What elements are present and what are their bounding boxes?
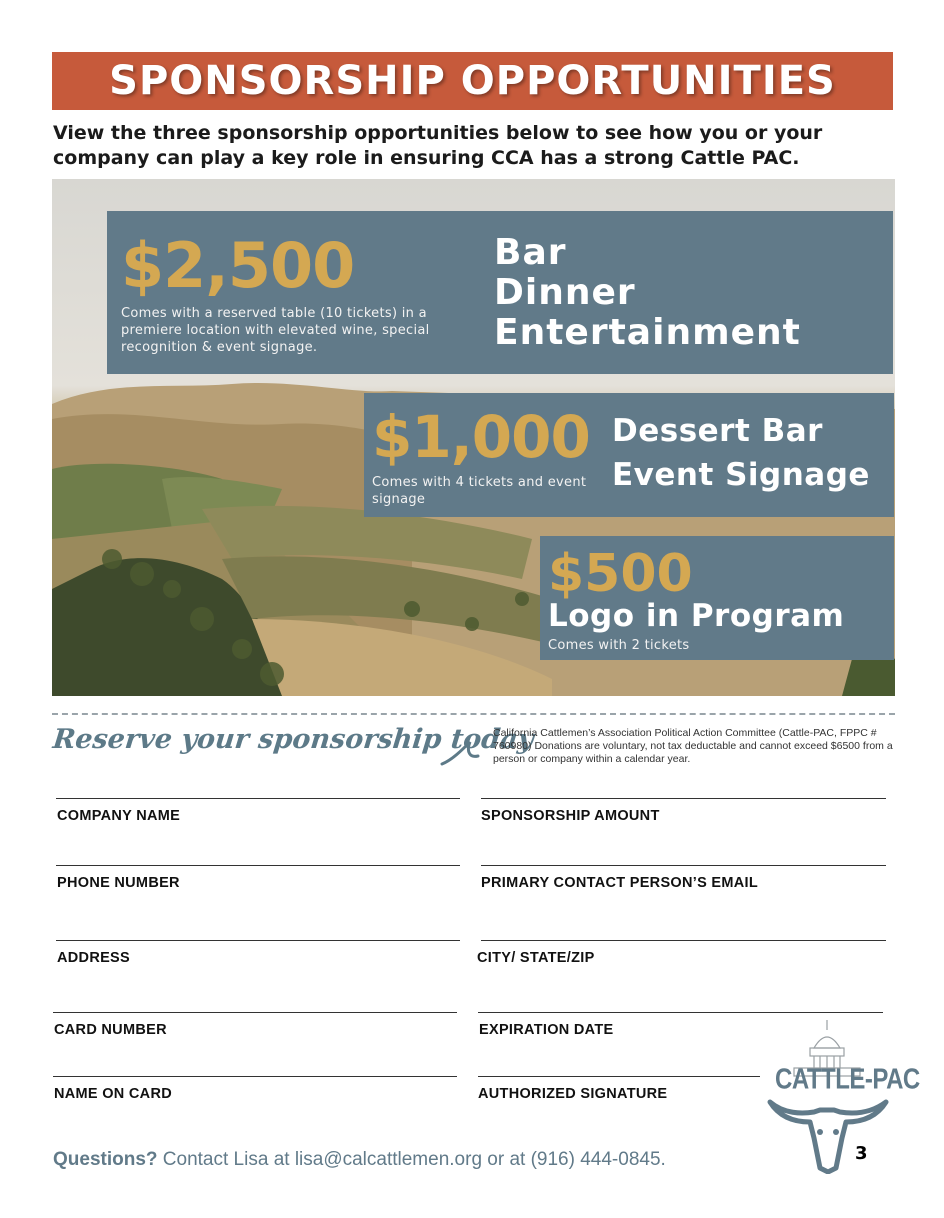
tier-1000-price: $1,000: [372, 403, 590, 471]
company-name-field[interactable]: [56, 798, 460, 799]
address-field[interactable]: [56, 940, 460, 941]
pac-disclaimer: California Cattlemen’s Association Political Action Committee (Cattle-PAC, FPPC # 760980) Donations are voluntary, not tax deductable and cannot exceed $6500 from a person or company within a calendar year.: [493, 727, 893, 765]
tier-1000-panel: [364, 393, 894, 517]
reserve-heading: Reserve your sponsorship today: [51, 724, 536, 755]
intro-text: View the three sponsorship opportunities below to see how you or your company can play a key role in ensuring CCA has a strong Cattle PAC.: [53, 122, 823, 169]
page-number: 3: [855, 1143, 868, 1164]
perk-event-signage: Event Signage: [612, 457, 870, 493]
name-on-card-field[interactable]: [53, 1076, 457, 1077]
authorized-signature-label: AUTHORIZED SIGNATURE: [478, 1086, 668, 1102]
cattle-pac-logo-text: CATTLE-PAC: [775, 1063, 920, 1096]
flourish-icon: [440, 738, 480, 768]
tier-500-description: Comes with 2 tickets: [548, 638, 690, 653]
phone-number-label: PHONE NUMBER: [57, 875, 180, 891]
sponsorship-amount-field[interactable]: [481, 798, 886, 799]
cut-line-divider: [52, 713, 895, 715]
tier-500-panel: [540, 536, 894, 660]
perk-entertainment: Entertainment: [494, 312, 801, 353]
page-title: SPONSORSHIP OPPORTUNITIES: [109, 58, 836, 104]
tier-2500-panel: [107, 211, 893, 374]
city-state-zip-label: CITY/ STATE/ZIP: [477, 950, 595, 966]
card-number-field[interactable]: [53, 1012, 457, 1013]
tier-1000-description: Comes with 4 tickets and event signage: [372, 475, 587, 507]
tier-2500-description: Comes with a reserved table (10 tickets) in a premiere location with elevated wine, special recognition & event signage.: [121, 306, 430, 355]
perk-dessert-bar: Dessert Bar: [612, 413, 823, 449]
perk-logo-in-program: Logo in Program: [548, 598, 845, 634]
phone-number-field[interactable]: [56, 865, 460, 866]
name-on-card-label: NAME ON CARD: [54, 1086, 172, 1102]
contact-info: Contact Lisa at lisa@calcattlemen.org or at (916) 444-0845.: [162, 1149, 666, 1170]
tier-1000-perks: [612, 409, 870, 497]
expiration-date-field[interactable]: [478, 1012, 883, 1013]
questions-label: Questions?: [53, 1149, 158, 1170]
tier-2500-perks: [494, 233, 801, 353]
expiration-date-label: EXPIRATION DATE: [479, 1022, 614, 1038]
authorized-signature-field[interactable]: [478, 1076, 760, 1077]
address-label: ADDRESS: [57, 950, 130, 966]
contact-email-label: PRIMARY CONTACT PERSON’S EMAIL: [481, 875, 758, 891]
tier-2500-price: $2,500: [121, 229, 355, 302]
city-state-zip-field[interactable]: [481, 940, 886, 941]
questions-footer: [53, 1149, 666, 1171]
title-banner: [52, 52, 893, 110]
company-name-label: COMPANY NAME: [57, 808, 181, 824]
tier-500-price: $500: [548, 544, 693, 604]
perk-bar: Bar: [494, 232, 567, 273]
card-number-label: CARD NUMBER: [54, 1022, 167, 1038]
perk-dinner: Dinner: [494, 272, 636, 313]
contact-email-field[interactable]: [481, 865, 886, 866]
sponsorship-amount-label: SPONSORSHIP AMOUNT: [481, 808, 660, 824]
